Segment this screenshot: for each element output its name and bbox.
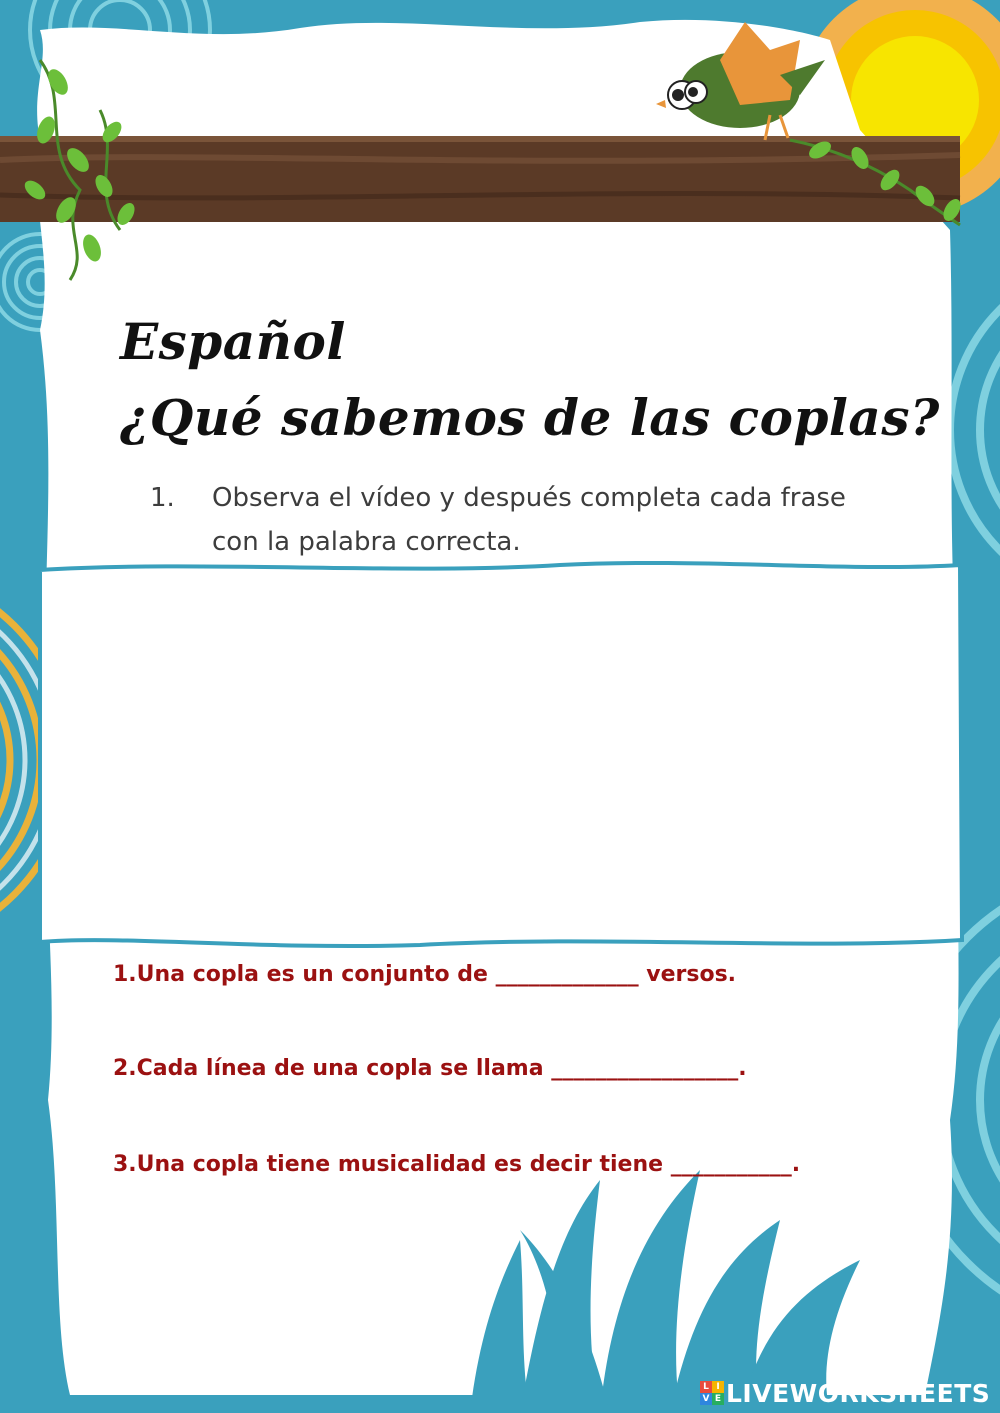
video-frame <box>40 563 962 946</box>
worksheet-title: ¿Qué sabemos de las coplas? <box>120 388 940 447</box>
question-1: 1.Una copla es un conjunto de _____________ versos. <box>113 962 737 987</box>
question-2: 2.Cada línea de una copla se llama _________________. <box>113 1056 747 1081</box>
liveworksheets-watermark <box>700 1380 990 1406</box>
liveworksheets-logo-icon: L I V E <box>700 1381 724 1405</box>
instruction-text: Observa el vídeo y después completa cada frase con la palabra correcta. <box>212 483 846 557</box>
instruction-number: 1. <box>150 483 175 513</box>
subject-title: Español <box>120 312 346 371</box>
watermark-text: LIVEWORKSHEETS <box>726 1378 991 1408</box>
question-3: 3.Una copla tiene musicalidad es decir tiene ___________. <box>113 1152 801 1177</box>
